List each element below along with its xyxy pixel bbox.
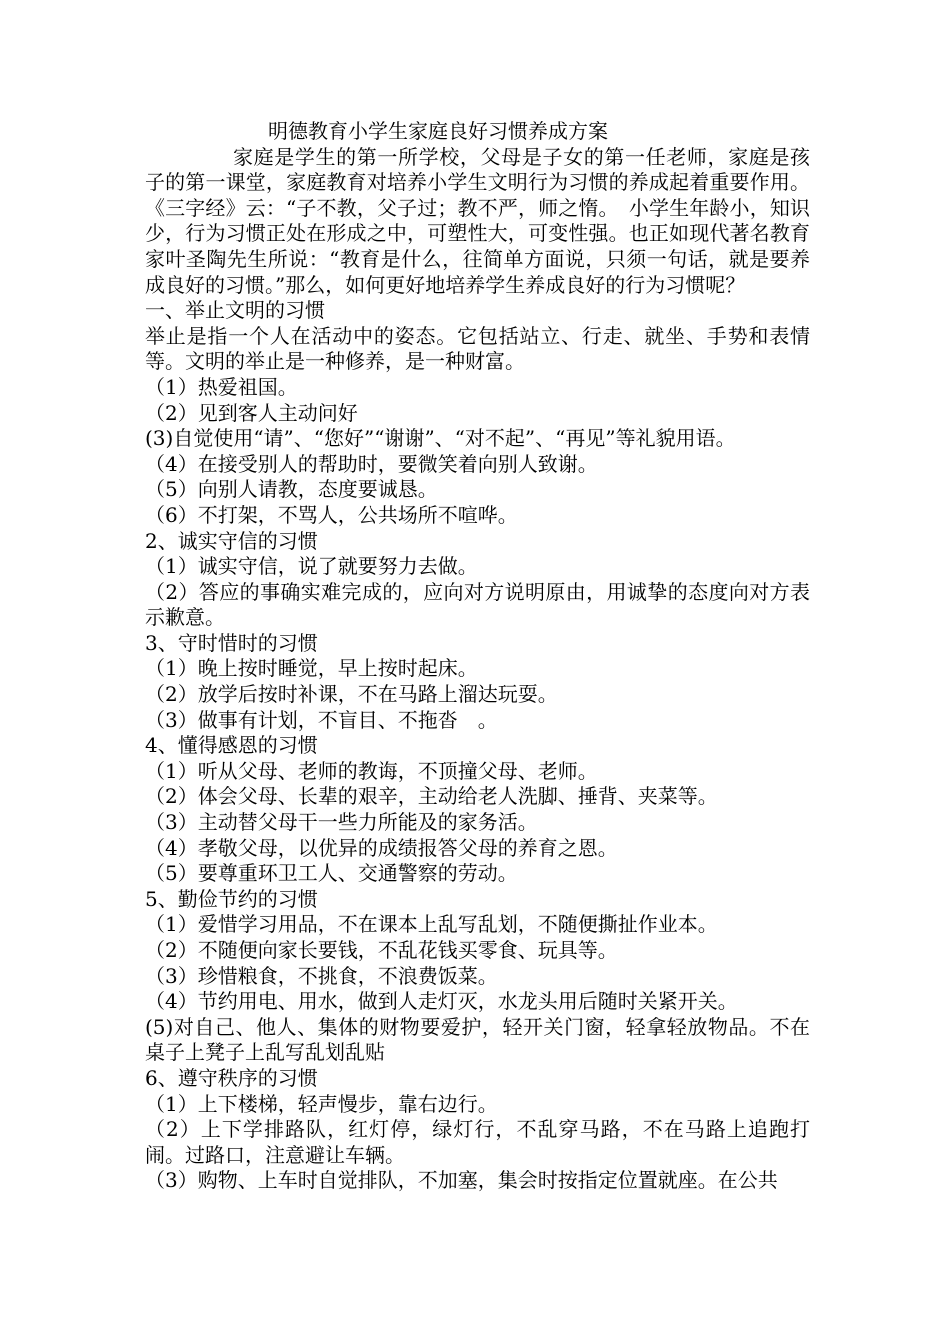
section-heading: 一、举止文明的习惯 — [145, 298, 325, 323]
list-item: （5）向别人请教，态度要诚恳。 — [145, 477, 438, 502]
section-heading: 6、遵守秩序的习惯 — [145, 1065, 318, 1090]
section-heading: 5、勤俭节约的习惯 — [145, 886, 318, 911]
list-item: （2）答应的事确实难完成的，应向对方说明原由，用诚挚的态度向对方表示歉意。 — [145, 579, 810, 630]
list-item: （6）不打架，不骂人，公共场所不喧哗。 — [145, 502, 518, 527]
section-heading: 4、懂得感恩的习惯 — [145, 733, 318, 758]
intro-paragraph: 家庭是学生的第一所学校，父母是子女的第一任老师，家庭是孩子的第一课堂，家庭教育对培养小学生文明行为习惯的养成起着重要作用。《三字经》云：“子不教，父子过；教不严，师之惰。 小学生年龄小，知识少，行为习惯正处在形成之中，可塑性大，可变性强。也正如现代著名教育家叶圣陶先生所说：“教育是什么，往简单方面说，只须一句话，就是要养成良好的习惯。”那么，如何更好地培养学生养成良好的行为习惯呢？ — [145, 144, 810, 297]
list-item: （4）在接受别人的帮助时，要微笑着向别人致谢。 — [145, 451, 598, 476]
list-item: （2）放学后按时补课，不在马路上溜达玩耍。 — [145, 682, 558, 707]
list-item: （1）热爱祖国。 — [145, 374, 298, 399]
list-item: (3)自觉使用“请”、“您好”“谢谢”、“对不起”、“再见”等礼貌用语。 — [145, 426, 736, 451]
list-item: （3）做事有计划，不盲目、不拖沓 。 — [145, 707, 498, 732]
section-heading: 2、诚实守信的习惯 — [145, 528, 318, 553]
document-title: 明德教育小学生家庭良好习惯养成方案 — [268, 119, 608, 143]
section-heading: 3、守时惜时的习惯 — [145, 630, 318, 655]
list-item: （1）诚实守信，说了就要努力去做。 — [145, 554, 478, 579]
list-item: （2）上下学排路队，红灯停，绿灯行，不乱穿马路，不在马路上追跑打闹。过路口，注意避让车辆。 — [145, 1117, 810, 1167]
list-item: （3）购物、上车时自觉排队，不加塞，集会时按指定位置就座。在公共 — [145, 1168, 778, 1193]
list-item: （5）要尊重环卫工人、交通警察的劳动。 — [145, 861, 518, 886]
list-item: （3）珍惜粮食，不挑食，不浪费饭菜。 — [145, 963, 498, 988]
list-item: （4）节约用电、用水，做到人走灯灭，水龙头用后随时关紧开关。 — [145, 989, 738, 1014]
list-item: （1）晚上按时睡觉，早上按时起床。 — [145, 656, 478, 681]
document-page — [145, 119, 810, 1194]
list-item: （1）上下楼梯，轻声慢步，靠右边行。 — [145, 1091, 498, 1116]
list-item: （1）爱惜学习用品，不在课本上乱写乱划，不随便撕扯作业本。 — [145, 912, 718, 937]
list-item: （1）听从父母、老师的教诲，不顶撞父母、老师。 — [145, 758, 598, 783]
list-item: （2）体会父母、长辈的艰辛，主动给老人洗脚、捶背、夹菜等。 — [145, 784, 718, 809]
list-item: （2）不随便向家长要钱，不乱花钱买零食、玩具等。 — [145, 938, 618, 962]
list-item: （4）孝敬父母，以优异的成绩报答父母的养育之恩。 — [145, 835, 618, 860]
list-item: (5)对自己、他人、集体的财物要爱护，轻开关门窗，轻拿轻放物品。不在桌子上凳子上乱写乱划乱贴 — [145, 1014, 810, 1065]
list-item: （2）见到客人主动问好 — [145, 400, 358, 425]
list-item: （3）主动替父母干一些力所能及的家务活。 — [145, 810, 538, 835]
list-item: 举止是指一个人在活动中的姿态。它包括站立、行走、就坐、手势和表情等。文明的举止是一种修养，是一种财富。 — [145, 323, 810, 374]
